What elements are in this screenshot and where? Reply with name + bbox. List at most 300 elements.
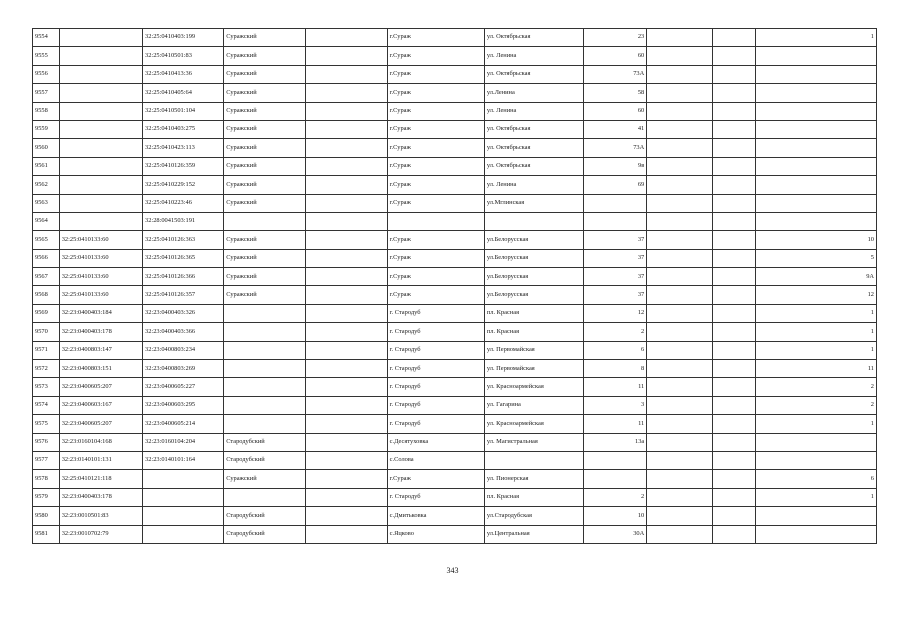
table-row <box>33 507 877 525</box>
street-cell: ул. Октябрьская <box>484 120 583 138</box>
blank-cell <box>647 360 713 378</box>
previous-cadastral-number-cell <box>59 212 142 230</box>
blank-cell <box>713 65 756 83</box>
district-cell <box>224 323 306 341</box>
district-cell: Стародубский <box>224 451 306 469</box>
cadastral-number-cell: 32:28:0041503:191 <box>143 212 224 230</box>
blank-cell <box>306 139 387 157</box>
cadastral-number-cell <box>143 488 224 506</box>
house-number-cell: 58 <box>584 84 647 102</box>
row-number-cell: 9580 <box>33 507 60 525</box>
page-number: 343 <box>446 566 459 575</box>
previous-cadastral-number-cell: 32:23:0400403:178 <box>59 323 142 341</box>
house-number-cell: 73А <box>584 65 647 83</box>
blank-cell <box>647 231 713 249</box>
apartment-number-cell: 1 <box>756 415 877 433</box>
blank-cell <box>306 451 387 469</box>
blank-cell <box>713 451 756 469</box>
locality-cell: г.Сураж <box>387 231 484 249</box>
blank-cell <box>647 488 713 506</box>
blank-cell <box>306 65 387 83</box>
blank-cell <box>713 157 756 175</box>
table-row <box>33 323 877 341</box>
cadastral-number-cell: 32:25:0410126:357 <box>143 286 224 304</box>
blank-cell <box>306 212 387 230</box>
street-cell: ул.Белорусская <box>484 231 583 249</box>
district-cell <box>224 488 306 506</box>
cadastral-number-cell: 32:23:0400403:326 <box>143 304 224 322</box>
blank-cell <box>647 176 713 194</box>
house-number-cell: 8 <box>584 360 647 378</box>
blank-cell <box>713 488 756 506</box>
previous-cadastral-number-cell <box>59 120 142 138</box>
cadastral-number-cell: 32:23:0400403:366 <box>143 323 224 341</box>
locality-cell: г. Стародуб <box>387 341 484 359</box>
blank-cell <box>647 304 713 322</box>
cadastral-number-cell <box>143 470 224 488</box>
locality-cell: г. Стародуб <box>387 304 484 322</box>
row-number-cell: 9573 <box>33 378 60 396</box>
table-row <box>33 341 877 359</box>
previous-cadastral-number-cell <box>59 102 142 120</box>
apartment-number-cell <box>756 102 877 120</box>
cadastral-number-cell: 32:25:0410501:83 <box>143 47 224 65</box>
blank-cell <box>647 102 713 120</box>
previous-cadastral-number-cell <box>59 84 142 102</box>
locality-cell: г.Сураж <box>387 176 484 194</box>
cadastral-number-cell: 32:25:0410405:64 <box>143 84 224 102</box>
blank-cell <box>306 341 387 359</box>
house-number-cell: 6 <box>584 341 647 359</box>
row-number-cell: 9564 <box>33 212 60 230</box>
row-number-cell: 9574 <box>33 396 60 414</box>
cadastral-number-cell: 32:25:0410126:363 <box>143 231 224 249</box>
blank-cell <box>647 286 713 304</box>
row-number-cell: 9558 <box>33 102 60 120</box>
street-cell: ул. Октябрьская <box>484 29 583 47</box>
blank-cell <box>713 286 756 304</box>
table-row <box>33 451 877 469</box>
table-row <box>33 525 877 543</box>
street-cell: ул. Октябрьская <box>484 65 583 83</box>
blank-cell <box>713 507 756 525</box>
blank-cell <box>647 157 713 175</box>
district-cell <box>224 396 306 414</box>
previous-cadastral-number-cell: 32:25:0410133:60 <box>59 249 142 267</box>
blank-cell <box>306 415 387 433</box>
apartment-number-cell <box>756 120 877 138</box>
locality-cell: г. Стародуб <box>387 488 484 506</box>
house-number-cell: 41 <box>584 120 647 138</box>
blank-cell <box>647 525 713 543</box>
cadastral-number-cell: 32:25:0410403:199 <box>143 29 224 47</box>
street-cell: ул.Белорусская <box>484 286 583 304</box>
row-number-cell: 9555 <box>33 47 60 65</box>
apartment-number-cell <box>756 194 877 212</box>
locality-cell: г. Стародуб <box>387 396 484 414</box>
apartment-number-cell: 10 <box>756 231 877 249</box>
blank-cell <box>647 65 713 83</box>
blank-cell <box>306 488 387 506</box>
cadastral-number-cell <box>143 507 224 525</box>
apartment-number-cell: 2 <box>756 378 877 396</box>
register-table <box>32 28 877 544</box>
locality-cell: г.Сураж <box>387 139 484 157</box>
blank-cell <box>306 525 387 543</box>
district-cell: Стародубский <box>224 525 306 543</box>
district-cell <box>224 378 306 396</box>
previous-cadastral-number-cell: 32:23:0140101:131 <box>59 451 142 469</box>
street-cell: пл. Красная <box>484 323 583 341</box>
table-row <box>33 120 877 138</box>
row-number-cell: 9568 <box>33 286 60 304</box>
blank-cell <box>713 396 756 414</box>
blank-cell <box>647 249 713 267</box>
apartment-number-cell: 1 <box>756 488 877 506</box>
cadastral-number-cell: 32:25:0410403:275 <box>143 120 224 138</box>
locality-cell: г.Сураж <box>387 268 484 286</box>
blank-cell <box>713 304 756 322</box>
row-number-cell: 9557 <box>33 84 60 102</box>
apartment-number-cell <box>756 47 877 65</box>
apartment-number-cell <box>756 176 877 194</box>
apartment-number-cell <box>756 65 877 83</box>
apartment-number-cell: 1 <box>756 29 877 47</box>
table-row <box>33 488 877 506</box>
house-number-cell <box>584 212 647 230</box>
house-number-cell: 23 <box>584 29 647 47</box>
blank-cell <box>306 84 387 102</box>
table-row <box>33 29 877 47</box>
previous-cadastral-number-cell: 32:23:0400803:151 <box>59 360 142 378</box>
table-row <box>33 194 877 212</box>
cadastral-number-cell: 32:25:0410223:46 <box>143 194 224 212</box>
apartment-number-cell: 9А <box>756 268 877 286</box>
blank-cell <box>713 470 756 488</box>
house-number-cell: 9в <box>584 157 647 175</box>
previous-cadastral-number-cell <box>59 139 142 157</box>
blank-cell <box>306 286 387 304</box>
row-number-cell: 9566 <box>33 249 60 267</box>
previous-cadastral-number-cell: 32:23:0400403:178 <box>59 488 142 506</box>
blank-cell <box>306 231 387 249</box>
previous-cadastral-number-cell <box>59 47 142 65</box>
house-number-cell: 30А <box>584 525 647 543</box>
table-row <box>33 65 877 83</box>
street-cell: ул. Октябрьская <box>484 157 583 175</box>
district-cell: Суражский <box>224 102 306 120</box>
previous-cadastral-number-cell: 32:25:0410121:118 <box>59 470 142 488</box>
cadastral-number-cell: 32:25:0410229:152 <box>143 176 224 194</box>
blank-cell <box>647 396 713 414</box>
locality-cell: с.Десятуховка <box>387 433 484 451</box>
table-row <box>33 84 877 102</box>
house-number-cell: 10 <box>584 507 647 525</box>
district-cell <box>224 360 306 378</box>
house-number-cell: 69 <box>584 176 647 194</box>
blank-cell <box>647 47 713 65</box>
locality-cell: с.Яцково <box>387 525 484 543</box>
table-row <box>33 396 877 414</box>
district-cell <box>224 341 306 359</box>
row-number-cell: 9562 <box>33 176 60 194</box>
blank-cell <box>713 231 756 249</box>
blank-cell <box>306 102 387 120</box>
blank-cell <box>306 120 387 138</box>
blank-cell <box>306 304 387 322</box>
previous-cadastral-number-cell: 32:23:0160104:168 <box>59 433 142 451</box>
cadastral-number-cell: 32:25:0410126:365 <box>143 249 224 267</box>
street-cell: ул. Красноармейская <box>484 415 583 433</box>
cadastral-number-cell: 32:23:0400605:214 <box>143 415 224 433</box>
previous-cadastral-number-cell <box>59 65 142 83</box>
apartment-number-cell <box>756 525 877 543</box>
row-number-cell: 9572 <box>33 360 60 378</box>
row-number-cell: 9569 <box>33 304 60 322</box>
street-cell: ул. Магистральная <box>484 433 583 451</box>
table-row <box>33 415 877 433</box>
blank-cell <box>713 84 756 102</box>
blank-cell <box>306 378 387 396</box>
house-number-cell: 2 <box>584 488 647 506</box>
street-cell: ул. Первомайская <box>484 341 583 359</box>
table-row <box>33 176 877 194</box>
district-cell: Суражский <box>224 176 306 194</box>
apartment-number-cell <box>756 139 877 157</box>
district-cell: Суражский <box>224 84 306 102</box>
blank-cell <box>713 249 756 267</box>
blank-cell <box>713 194 756 212</box>
blank-cell <box>647 378 713 396</box>
row-number-cell: 9570 <box>33 323 60 341</box>
apartment-number-cell: 5 <box>756 249 877 267</box>
table-body <box>33 29 877 544</box>
locality-cell: г.Сураж <box>387 65 484 83</box>
apartment-number-cell <box>756 507 877 525</box>
blank-cell <box>306 157 387 175</box>
cadastral-number-cell: 32:23:0400605:227 <box>143 378 224 396</box>
previous-cadastral-number-cell: 32:23:0010501:83 <box>59 507 142 525</box>
blank-cell <box>647 212 713 230</box>
blank-cell <box>713 212 756 230</box>
locality-cell: г.Сураж <box>387 102 484 120</box>
blank-cell <box>647 84 713 102</box>
street-cell: ул.Центральная <box>484 525 583 543</box>
house-number-cell: 37 <box>584 231 647 249</box>
district-cell: Суражский <box>224 47 306 65</box>
blank-cell <box>647 433 713 451</box>
blank-cell <box>647 194 713 212</box>
blank-cell <box>713 525 756 543</box>
blank-cell <box>306 268 387 286</box>
blank-cell <box>306 360 387 378</box>
table-row <box>33 433 877 451</box>
district-cell: Суражский <box>224 120 306 138</box>
previous-cadastral-number-cell <box>59 194 142 212</box>
locality-cell: г.Сураж <box>387 194 484 212</box>
row-number-cell: 9565 <box>33 231 60 249</box>
cadastral-number-cell: 32:25:0410423:113 <box>143 139 224 157</box>
apartment-number-cell <box>756 451 877 469</box>
table-row <box>33 378 877 396</box>
previous-cadastral-number-cell: 32:25:0410133:60 <box>59 286 142 304</box>
locality-cell: г.Сураж <box>387 84 484 102</box>
blank-cell <box>647 507 713 525</box>
apartment-number-cell: 12 <box>756 286 877 304</box>
row-number-cell: 9578 <box>33 470 60 488</box>
district-cell <box>224 304 306 322</box>
locality-cell: г.Сураж <box>387 286 484 304</box>
blank-cell <box>713 360 756 378</box>
street-cell: ул. Ленина <box>484 176 583 194</box>
previous-cadastral-number-cell: 32:23:0400403:184 <box>59 304 142 322</box>
district-cell <box>224 212 306 230</box>
street-cell: ул. Октябрьская <box>484 139 583 157</box>
street-cell: ул. Гагарина <box>484 396 583 414</box>
previous-cadastral-number-cell <box>59 157 142 175</box>
house-number-cell: 37 <box>584 286 647 304</box>
street-cell: пл. Красная <box>484 488 583 506</box>
street-cell: ул. Пионерская <box>484 470 583 488</box>
street-cell <box>484 212 583 230</box>
row-number-cell: 9581 <box>33 525 60 543</box>
apartment-number-cell <box>756 84 877 102</box>
blank-cell <box>713 120 756 138</box>
cadastral-number-cell: 32:23:0160104:204 <box>143 433 224 451</box>
table-row <box>33 286 877 304</box>
cadastral-number-cell: 32:25:0410501:104 <box>143 102 224 120</box>
blank-cell <box>306 507 387 525</box>
previous-cadastral-number-cell: 32:23:0400605:207 <box>59 378 142 396</box>
blank-cell <box>647 268 713 286</box>
street-cell: ул.Ленина <box>484 84 583 102</box>
apartment-number-cell: 1 <box>756 323 877 341</box>
district-cell: Суражский <box>224 268 306 286</box>
row-number-cell: 9563 <box>33 194 60 212</box>
blank-cell <box>306 249 387 267</box>
apartment-number-cell: 6 <box>756 470 877 488</box>
district-cell: Суражский <box>224 470 306 488</box>
table-row <box>33 157 877 175</box>
cadastral-number-cell: 32:25:0410126:366 <box>143 268 224 286</box>
street-cell: пл. Красная <box>484 304 583 322</box>
blank-cell <box>713 268 756 286</box>
table-row <box>33 212 877 230</box>
locality-cell: г. Стародуб <box>387 378 484 396</box>
blank-cell <box>306 194 387 212</box>
house-number-cell: 2 <box>584 323 647 341</box>
blank-cell <box>713 176 756 194</box>
cadastral-number-cell: 32:25:0410413:36 <box>143 65 224 83</box>
street-cell: ул.Белорусская <box>484 268 583 286</box>
district-cell: Суражский <box>224 249 306 267</box>
apartment-number-cell: 1 <box>756 341 877 359</box>
row-number-cell: 9576 <box>33 433 60 451</box>
previous-cadastral-number-cell: 32:25:0410133:60 <box>59 268 142 286</box>
row-number-cell: 9571 <box>33 341 60 359</box>
blank-cell <box>647 139 713 157</box>
table-row <box>33 231 877 249</box>
previous-cadastral-number-cell: 32:23:0400603:167 <box>59 396 142 414</box>
house-number-cell: 3 <box>584 396 647 414</box>
previous-cadastral-number-cell: 32:23:0400803:147 <box>59 341 142 359</box>
apartment-number-cell <box>756 157 877 175</box>
house-number-cell <box>584 470 647 488</box>
house-number-cell: 13а <box>584 433 647 451</box>
house-number-cell: 11 <box>584 415 647 433</box>
table-row <box>33 304 877 322</box>
blank-cell <box>306 396 387 414</box>
house-number-cell: 12 <box>584 304 647 322</box>
apartment-number-cell: 2 <box>756 396 877 414</box>
blank-cell <box>713 415 756 433</box>
locality-cell: г.Сураж <box>387 47 484 65</box>
cadastral-number-cell: 32:23:0400803:234 <box>143 341 224 359</box>
locality-cell: г.Сураж <box>387 470 484 488</box>
blank-cell <box>647 29 713 47</box>
apartment-number-cell: 11 <box>756 360 877 378</box>
blank-cell <box>647 323 713 341</box>
blank-cell <box>306 470 387 488</box>
locality-cell: г.Сураж <box>387 249 484 267</box>
blank-cell <box>713 102 756 120</box>
row-number-cell: 9575 <box>33 415 60 433</box>
apartment-number-cell <box>756 212 877 230</box>
district-cell: Суражский <box>224 29 306 47</box>
district-cell: Суражский <box>224 286 306 304</box>
house-number-cell: 60 <box>584 102 647 120</box>
district-cell: Суражский <box>224 157 306 175</box>
locality-cell: г. Стародуб <box>387 323 484 341</box>
row-number-cell: 9579 <box>33 488 60 506</box>
street-cell: ул. Ленина <box>484 47 583 65</box>
cadastral-number-cell: 32:25:0410126:359 <box>143 157 224 175</box>
row-number-cell: 9560 <box>33 139 60 157</box>
locality-cell: г. Стародуб <box>387 360 484 378</box>
previous-cadastral-number-cell <box>59 29 142 47</box>
previous-cadastral-number-cell: 32:23:0010702:79 <box>59 525 142 543</box>
house-number-cell: 60 <box>584 47 647 65</box>
blank-cell <box>647 120 713 138</box>
street-cell: ул.Белорусская <box>484 249 583 267</box>
district-cell: Стародубский <box>224 507 306 525</box>
apartment-number-cell <box>756 433 877 451</box>
blank-cell <box>713 341 756 359</box>
street-cell: ул. Первомайская <box>484 360 583 378</box>
table-row <box>33 470 877 488</box>
district-cell: Суражский <box>224 65 306 83</box>
table-row <box>33 139 877 157</box>
cadastral-number-cell: 32:23:0400803:269 <box>143 360 224 378</box>
locality-cell: г. Стародуб <box>387 415 484 433</box>
previous-cadastral-number-cell <box>59 176 142 194</box>
blank-cell <box>713 139 756 157</box>
district-cell: Суражский <box>224 194 306 212</box>
cadastral-number-cell: 32:23:0140101:164 <box>143 451 224 469</box>
blank-cell <box>647 415 713 433</box>
house-number-cell <box>584 451 647 469</box>
previous-cadastral-number-cell: 32:25:0410133:60 <box>59 231 142 249</box>
street-cell: ул.Стародубская <box>484 507 583 525</box>
house-number-cell <box>584 194 647 212</box>
row-number-cell: 9559 <box>33 120 60 138</box>
blank-cell <box>713 323 756 341</box>
apartment-number-cell: 1 <box>756 304 877 322</box>
row-number-cell: 9556 <box>33 65 60 83</box>
street-cell <box>484 451 583 469</box>
street-cell: ул. Красноармейская <box>484 378 583 396</box>
blank-cell <box>306 29 387 47</box>
